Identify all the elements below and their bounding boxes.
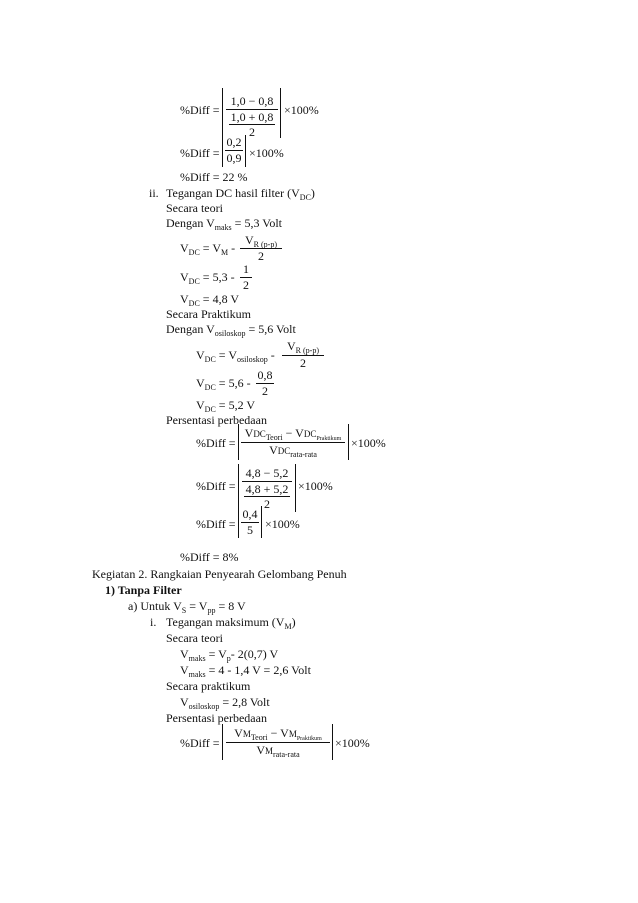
diff-label: %Diff = (180, 736, 220, 750)
fraction-denominator-denominator: 2 (264, 497, 270, 511)
fraction-denominator: $VM_{rata-rata}$ (256, 743, 300, 759)
persentasi-perbedaan: Persentasi perbedaan (166, 413, 267, 427)
diff-label: %Diff = (180, 146, 220, 160)
formula-vdc-3: $V_{DC} = 4,8$ V (180, 292, 240, 308)
fraction-denominator: 2 (262, 384, 268, 398)
dengan-vosiloskop: Dengan $V_{osiloskop} = 5,6$ Volt (166, 322, 296, 338)
fraction-numerator: 1 (243, 262, 249, 276)
diff-label: %Diff = (196, 517, 236, 531)
fraction-numerator: 0,8 (257, 368, 273, 382)
times-100: ×100% (351, 436, 386, 450)
times-100: ×100% (249, 146, 284, 160)
formula-vdc-p1: $V_{DC} = V_{osiloskop}$ - (196, 348, 275, 364)
times-100: ×100% (298, 479, 333, 493)
abs-bar-left (238, 506, 239, 538)
vosiloskop-value: $V_{osiloskop} = 2,8$ Volt (180, 695, 270, 711)
fraction-numerator: 0,4 (242, 507, 258, 521)
item-i-label: i. (150, 615, 157, 629)
diff-result: %Diff = 22 % (180, 170, 248, 184)
fraction-denominator: 0,9 (226, 151, 242, 165)
abs-bar-left (222, 135, 223, 167)
secara-teori: Secara teori (166, 631, 223, 645)
formula-vdc-2: $V_{DC} = 5,3$ - (180, 270, 235, 286)
fraction-numerator: 0,2 (226, 135, 242, 149)
item-i-title: Tegangan maksimum $(V_M)$ (166, 615, 296, 631)
fraction-denominator: 5 (247, 523, 253, 537)
abs-bar-right (245, 135, 246, 167)
secara-praktikum: Secara Praktikum (166, 307, 251, 321)
secara-teori: Secara teori (166, 201, 223, 215)
formula-vdc-p2: $V_{DC} = 5,6$ - (196, 376, 251, 392)
abs-bar-right (261, 506, 262, 538)
fraction-denominator-numerator: 4,8 + 5,2 (245, 482, 289, 496)
tanpa-filter-heading: 1) Tanpa Filter (105, 583, 182, 597)
formula-vdc-1: $V_{DC} = V_M$ - (180, 241, 236, 257)
abs-bar-right (280, 88, 281, 138)
abs-bar-left (238, 464, 239, 512)
abs-bar-left (222, 724, 223, 760)
fraction-numerator: 4,8 − 5,2 (245, 466, 289, 480)
abs-bar-right (348, 424, 349, 460)
fraction-numerator: $V_{R (p-p)}$ (287, 339, 319, 355)
section-ii-title: Tegangan DC hasil filter $(V_{DC})$ (166, 186, 315, 202)
fraction-denominator: $VDC_{rata-rata}$ (269, 443, 317, 459)
fraction-numerator: $VM_{Teori} - VM_{Praktikum}$ (234, 726, 322, 742)
secara-praktikum: Secara praktikum (166, 679, 251, 693)
diff-label: %Diff = (196, 436, 236, 450)
vmaks-formula-1: $V_{maks} = V_p-$ 2(0,7) V (180, 647, 279, 663)
vmaks-formula-2: $V_{maks} = 4 - 1,4$ V = 2,6 Volt (180, 663, 311, 679)
fraction-numerator: $V_{R (p-p)}$ (245, 233, 277, 249)
fraction-numerator: $VDC_{Teori} - VDC_{Praktikum}$ (244, 426, 342, 442)
formula-vdc-p3: $V_{DC} = 5,2$ V (196, 398, 256, 414)
diff-result: %Diff = 8% (180, 550, 239, 564)
diff-label: %Diff = (180, 103, 220, 117)
abs-bar-right (295, 464, 296, 512)
fraction-denominator-numerator: 1,0 + 0,8 (230, 110, 274, 124)
times-100: ×100% (284, 103, 319, 117)
abs-bar-left (222, 88, 223, 138)
item-a: a) Untuk $V_S = V_{pp} = 8$ V (128, 599, 246, 615)
abs-bar-left (238, 424, 239, 460)
fraction-numerator: 1,0 − 0,8 (230, 94, 274, 108)
fraction-denominator: 2 (243, 278, 249, 292)
fraction-denominator: 2 (300, 356, 306, 370)
abs-bar-right (332, 724, 333, 760)
section-ii-label: ii. (149, 186, 159, 200)
kegiatan-heading: Kegiatan 2. Rangkaian Penyearah Gelombang Penuh (92, 567, 347, 581)
dengan-vmaks: Dengan $V_{maks} = 5,3$ Volt (166, 216, 283, 232)
diff-label: %Diff = (196, 479, 236, 493)
times-100: ×100% (265, 517, 300, 531)
fraction-denominator: 2 (258, 249, 264, 263)
fraction-denominator-denominator: 2 (249, 125, 255, 139)
times-100: ×100% (335, 736, 370, 750)
persentasi-perbedaan: Persentasi perbedaan (166, 711, 267, 725)
